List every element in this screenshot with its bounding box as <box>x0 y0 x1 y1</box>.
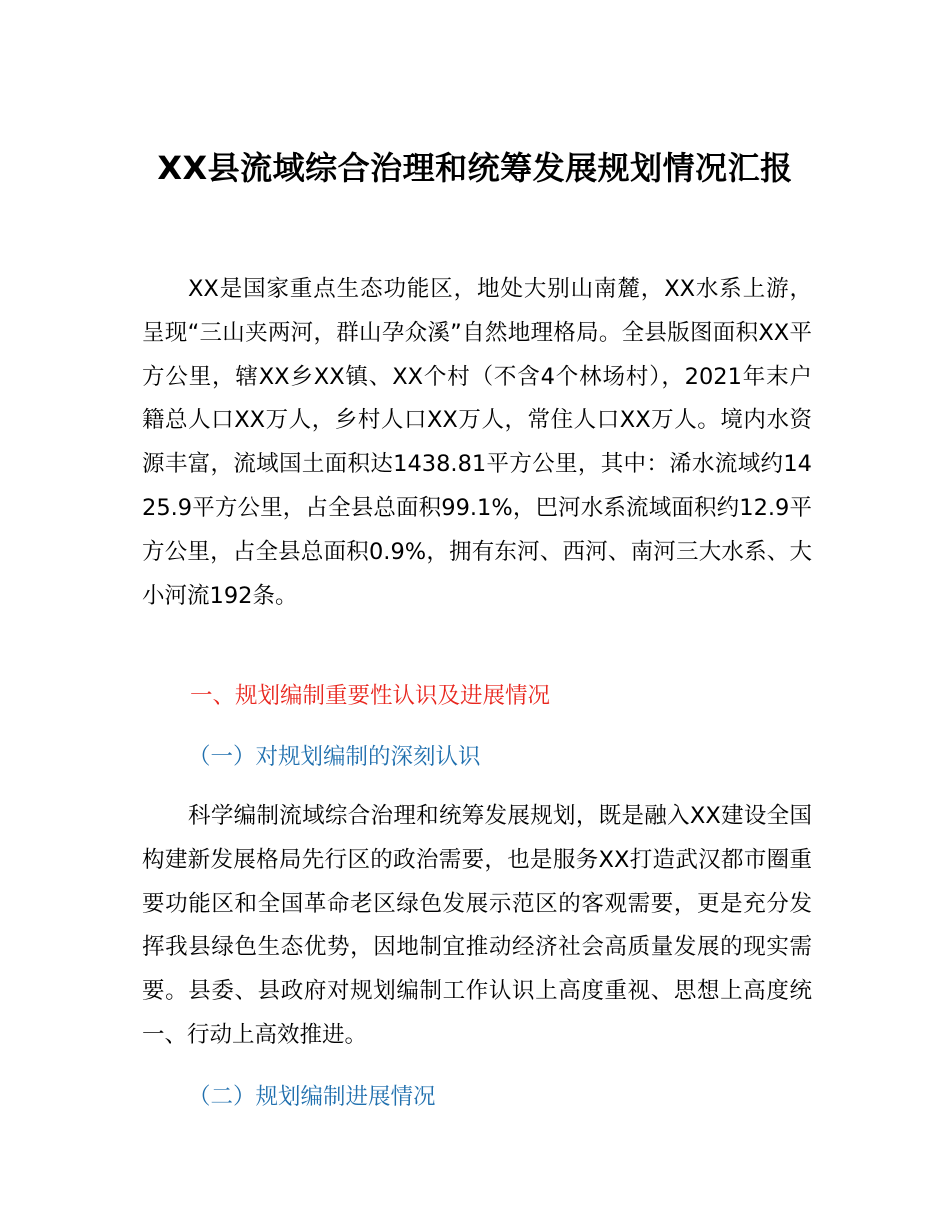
intro-paragraph: XX是国家重点生态功能区，地处大别山南麓，XX水系上游，呈现“三山夹两河，群山孕众溪”自然地理格局。全县版图面积XX平方公里，辖XX乡XX镇、XX个村（不含4个林场村），2021年末户籍总人口XX万人，乡村人口XX万人，常住人口XX万人。境内水资源丰富，流域国土面积达1438.81平方公里，其中：浠水流域约1425.9平方公里，占全县总面积99.1%，巴河水系流域面积约12.9平方公里，占全县总面积0.9%，拥有东河、西河、南河三大水系、大小河流192条。 <box>142 276 812 609</box>
section-heading-1: 一、规划编制重要性认识及进展情况 <box>190 683 551 709</box>
subsection-heading-1: （一）对规划编制的深刻认识 <box>188 744 481 770</box>
subsection-heading-2: （二）规划编制进展情况 <box>188 1084 436 1110</box>
document-title: XX县流域综合治理和统筹发展规划情况汇报 <box>157 149 793 187</box>
subsection-1-paragraph: 科学编制流域综合治理和统筹发展规划，既是融入XX建设全国构建新发展格局先行区的政治需要，也是服务XX打造武汉都市圈重要功能区和全国革命老区绿色发展示范区的客观需要，更是充分发挥我县绿色生态优势，因地制宜推动经济社会高质量发展的现实需要。县委、县政府对规划编制工作认识上高度重视、思想上高度统一、行动上高效推进。 <box>142 803 812 1048</box>
